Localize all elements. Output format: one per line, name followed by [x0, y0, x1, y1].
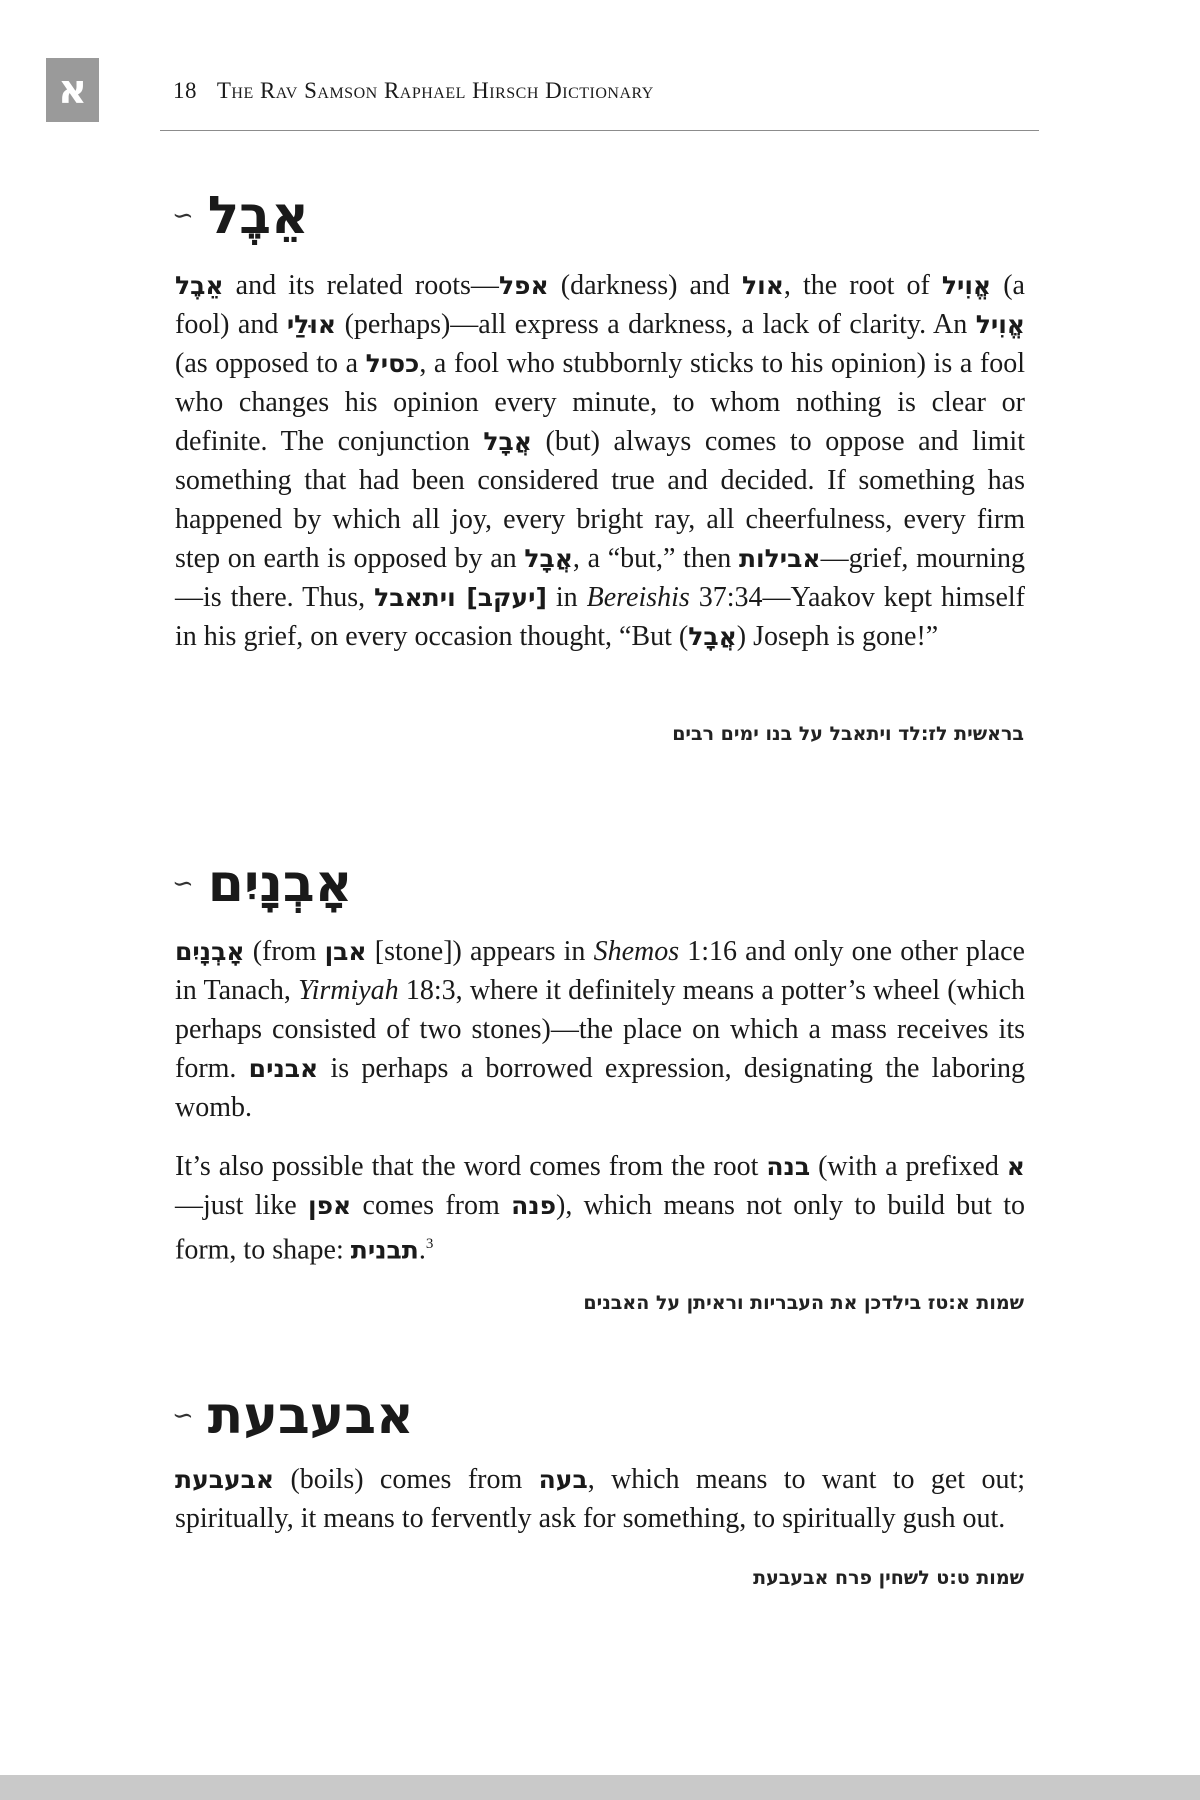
hebrew-term: אבילות — [738, 544, 821, 573]
entry-paragraph — [175, 1147, 1025, 1269]
entry-heading — [172, 854, 353, 914]
footnote-marker: 3 — [425, 1236, 434, 1252]
entry-paragraph — [175, 266, 1025, 656]
text-run: and its related roots— — [223, 270, 499, 301]
text-run: [stone]) appears in — [366, 936, 594, 967]
entry-source-citation: בראשית לז:לד ויתאבל על בנו ימים רבים — [672, 723, 1024, 745]
text-run: , a fool who stubbornly sticks to his opinion) is a fool who changes his opinion every minute, to whom nothing is clear or definite. The conjunction — [175, 348, 1025, 457]
hebrew-term: אֵבֶל — [175, 271, 224, 300]
text-run: (as opposed to a — [175, 348, 366, 379]
hebrew-term: [יעקב] ויתאבל — [374, 583, 547, 612]
hebrew-term: כסיל — [365, 349, 420, 378]
entry-heading — [172, 186, 309, 246]
text-run: (but) always comes to oppose and limit something that had been considered true and decided. If something has happened by which all joy, every bright ray, all cheerfulness, every firm step on earth is opposed by an — [175, 426, 1025, 574]
text-run: It’s also possible that the word comes from the root — [175, 1151, 767, 1182]
text-run: (darkness) and — [548, 270, 742, 301]
text-run: , the root of — [783, 270, 942, 301]
hebrew-term: אפן — [308, 1191, 352, 1220]
text-run: . — [418, 1234, 426, 1266]
entry-paragraph — [175, 932, 1025, 1127]
hebrew-term: אָבְנָיִם — [175, 937, 245, 966]
text-run: —just like — [175, 1190, 309, 1221]
entry-source-citation: שמות א:טז בילדכן את העבריות וראיתן על האבנים — [583, 1292, 1024, 1314]
text-run: (boils) comes from — [274, 1464, 539, 1495]
entry-heading — [172, 1386, 414, 1446]
hebrew-term: אפל — [498, 271, 549, 300]
section-letter: א — [57, 67, 88, 113]
page-number: 18 — [173, 78, 197, 103]
hebrew-term: אבן — [324, 937, 367, 966]
text-run: (from — [244, 936, 325, 967]
text-run: , which means to want to get out; spiritually, it means to fervently ask for something, to spiritually gush out. — [175, 1464, 1025, 1534]
hebrew-term: אבעבעת — [175, 1465, 275, 1494]
hebrew-term: פנה — [511, 1191, 557, 1220]
hebrew-term: אול — [742, 271, 784, 300]
entry-headword: אבעבעת — [207, 1386, 414, 1446]
page-bottom-band — [0, 1775, 1200, 1800]
hebrew-term: אֲבָל — [524, 544, 573, 573]
book-title: The Rav Samson Raphael Hirsch Dictionary — [216, 78, 654, 103]
book-name: Bereishis — [586, 582, 690, 613]
text-run: , a “but,” then — [572, 543, 739, 574]
text-run: 1:16 and only one other place in Tanach, — [175, 936, 1025, 1006]
section-letter-tab — [46, 58, 99, 122]
hebrew-term: אֲבָל — [483, 427, 532, 456]
flourish-ornament-icon: ∽ — [172, 869, 194, 899]
hebrew-term: אֲבָל — [688, 622, 737, 651]
text-run: comes from — [351, 1190, 512, 1221]
text-run: 18:3, where it definitely means a potter’s wheel (which perhaps consisted of two stones)—the place on which a mass receives its form. — [175, 975, 1025, 1084]
text-run: (with a prefixed — [810, 1151, 1007, 1182]
hebrew-term: אבנים — [248, 1054, 319, 1083]
hebrew-term: א — [1006, 1152, 1025, 1181]
text-run: in — [546, 582, 587, 613]
text-run: (perhaps)—all express a darkness, a lack of clarity. An — [336, 309, 976, 340]
hebrew-term: בעה — [538, 1465, 588, 1494]
hebrew-term: בנה — [766, 1152, 811, 1181]
entry-headword: אָבְנָיִם — [207, 854, 353, 914]
running-head — [173, 78, 654, 104]
flourish-ornament-icon: ∽ — [172, 201, 194, 231]
text-run: ) Joseph is gone!” — [736, 621, 939, 652]
entry-paragraph — [175, 1460, 1025, 1538]
text-run: —grief, mourning—is there. Thus, — [175, 543, 1025, 613]
hebrew-term: אֱוִיל — [941, 271, 992, 300]
header-divider — [160, 130, 1039, 131]
text-run: ), which means not only to build but to form, to shape: — [175, 1190, 1025, 1266]
book-name: Yirmiyah — [298, 975, 399, 1006]
entry-source-citation: שמות ט:ט לשחין פרח אבעבעת — [753, 1567, 1024, 1589]
text-run: 37:34—Yaakov kept himself in his grief, on every occasion thought, “But ( — [175, 582, 1025, 652]
text-run: is perhaps a borrowed expression, designating the laboring womb. — [175, 1053, 1025, 1123]
entry-headword: אֵבֶל — [207, 186, 309, 246]
hebrew-term: תבנית — [350, 1235, 419, 1265]
text-run: (a fool) and — [175, 270, 1025, 340]
flourish-ornament-icon: ∽ — [172, 1401, 194, 1431]
hebrew-term: אֱוִיל — [975, 310, 1025, 339]
hebrew-term: אוּלַי — [286, 310, 337, 339]
book-name: Shemos — [593, 936, 680, 967]
